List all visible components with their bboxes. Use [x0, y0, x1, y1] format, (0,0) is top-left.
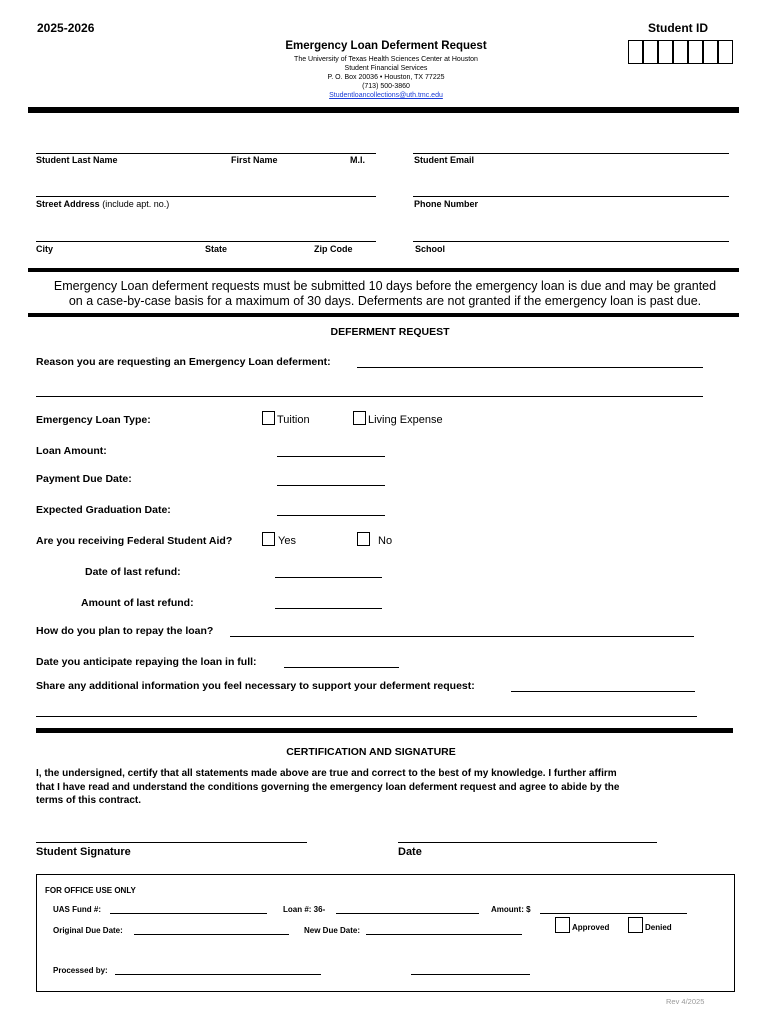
- deferment-notice: [0, 279, 770, 309]
- name-line[interactable]: [36, 153, 376, 154]
- repay-date-line[interactable]: [284, 667, 399, 668]
- federal-aid-yes-checkbox[interactable]: [262, 532, 275, 546]
- loan-amount-label: Loan Amount:: [36, 445, 107, 457]
- org-line: The University of Texas Health Sciences Center at Houston: [294, 56, 478, 63]
- notice-line: on a case-by-case basis for a maximum of 30 days. Deferments are not granted if the emergency loan is past due.: [68, 294, 702, 308]
- notice-bottom-bar: [28, 313, 739, 317]
- certification-line: terms of this contract.: [36, 795, 142, 806]
- additional-info-label: Share any additional information you feel necessary to support your deferment request:: [36, 680, 475, 692]
- address-line[interactable]: [36, 196, 376, 197]
- payment-due-line[interactable]: [277, 485, 385, 486]
- loan-number-label: Loan #: 36-: [283, 905, 326, 914]
- last-name-label: Student Last Name: [36, 155, 118, 165]
- state-label: State: [205, 244, 228, 254]
- revision-label: Rev 4/2025: [666, 997, 705, 1006]
- living-expense-checkbox[interactable]: [353, 411, 366, 425]
- date-label: Date: [398, 846, 422, 858]
- tuition-checkbox[interactable]: [262, 411, 275, 425]
- amount-line[interactable]: [540, 913, 687, 914]
- org-line: (713) 500-3860: [362, 83, 410, 90]
- approved-checkbox[interactable]: [555, 917, 570, 933]
- email-link[interactable]: Studentloancollections@uth.tmc.edu: [329, 92, 443, 99]
- repay-date-label: Date you anticipate repaying the loan in full:: [36, 656, 257, 668]
- first-name-label: First Name: [231, 155, 278, 165]
- tuition-label: Tuition: [277, 414, 310, 426]
- uas-fund-label: UAS Fund #:: [53, 905, 101, 914]
- certification-bar: [36, 728, 733, 733]
- phone-label: Phone Number: [414, 199, 479, 209]
- last-refund-date-label: Date of last refund:: [85, 566, 181, 578]
- loan-type-label: Emergency Loan Type:: [36, 414, 151, 426]
- denied-checkbox[interactable]: [628, 917, 643, 933]
- original-due-line[interactable]: [134, 934, 289, 935]
- school-label: School: [415, 244, 446, 254]
- zip-label: Zip Code: [314, 244, 353, 254]
- last-refund-date-line[interactable]: [275, 577, 382, 578]
- notice-top-bar: [28, 268, 739, 272]
- phone-line[interactable]: [413, 196, 729, 197]
- processed-date-line[interactable]: [411, 974, 530, 975]
- signature-label: Student Signature: [36, 846, 131, 858]
- payment-due-label: Payment Due Date:: [36, 473, 132, 485]
- reason-line-2[interactable]: [36, 396, 703, 397]
- federal-aid-no-label: No: [378, 535, 393, 547]
- processed-by-label: Processed by:: [53, 966, 108, 975]
- email-label: Student Email: [414, 155, 475, 165]
- street-address-label: Street Address (include apt. no.): [36, 199, 170, 209]
- federal-aid-label: Are you receiving Federal Student Aid?: [36, 535, 233, 547]
- amount-label: Amount: $: [491, 905, 531, 914]
- living-expense-label: Living Expense: [368, 414, 443, 426]
- loan-number-line[interactable]: [336, 913, 479, 914]
- new-due-line[interactable]: [366, 934, 522, 935]
- header-divider: [28, 107, 739, 113]
- certification-heading: CERTIFICATION AND SIGNATURE: [286, 746, 456, 758]
- last-refund-amount-line[interactable]: [275, 608, 382, 609]
- loan-amount-line[interactable]: [277, 456, 385, 457]
- form-title: Emergency Loan Deferment Request: [285, 40, 487, 52]
- uas-fund-line[interactable]: [110, 913, 267, 914]
- certification-text: [36, 767, 619, 808]
- date-line[interactable]: [398, 842, 657, 843]
- office-heading: FOR OFFICE USE ONLY: [45, 886, 136, 895]
- graduation-label: Expected Graduation Date:: [36, 504, 171, 516]
- original-due-label: Original Due Date:: [53, 926, 123, 935]
- processed-by-line[interactable]: [115, 974, 321, 975]
- school-year: 2025-2026: [37, 21, 95, 35]
- email-line[interactable]: [413, 153, 729, 154]
- federal-aid-no-checkbox[interactable]: [357, 532, 370, 546]
- repay-plan-label: How do you plan to repay the loan?: [36, 625, 214, 637]
- student-id-label: Student ID: [648, 21, 708, 35]
- org-line: P. O. Box 20036 • Houston, TX 77225: [327, 74, 445, 81]
- org-address: [0, 55, 770, 100]
- reason-label: Reason you are requesting an Emergency Loan deferment:: [36, 356, 331, 368]
- certification-line: that I have read and understand the conditions governing the emergency loan deferment request and agree to abide by the: [36, 781, 620, 793]
- repay-plan-line[interactable]: [230, 636, 694, 637]
- additional-info-line[interactable]: [511, 691, 695, 692]
- signature-line[interactable]: [36, 842, 307, 843]
- graduation-line[interactable]: [277, 515, 385, 516]
- mi-label: M.I.: [350, 155, 365, 165]
- city-label: City: [36, 244, 54, 254]
- last-refund-amount-label: Amount of last refund:: [81, 597, 194, 609]
- org-line: Student Financial Services: [344, 65, 428, 72]
- deferment-heading: DEFERMENT REQUEST: [330, 326, 450, 338]
- federal-aid-yes-label: Yes: [278, 535, 296, 547]
- certification-line: I, the undersigned, certify that all statements made above are true and correct to the best of my knowledge. I further affirm: [36, 768, 617, 779]
- additional-info-line-2[interactable]: [36, 716, 697, 717]
- new-due-label: New Due Date:: [304, 926, 361, 935]
- notice-line: Emergency Loan deferment requests must be submitted 10 days before the emergency loan is due and may be granted: [53, 279, 717, 293]
- city-line[interactable]: [36, 241, 376, 242]
- denied-label: Denied: [645, 923, 672, 932]
- approved-label: Approved: [572, 923, 610, 932]
- school-line[interactable]: [413, 241, 729, 242]
- reason-line[interactable]: [357, 367, 703, 368]
